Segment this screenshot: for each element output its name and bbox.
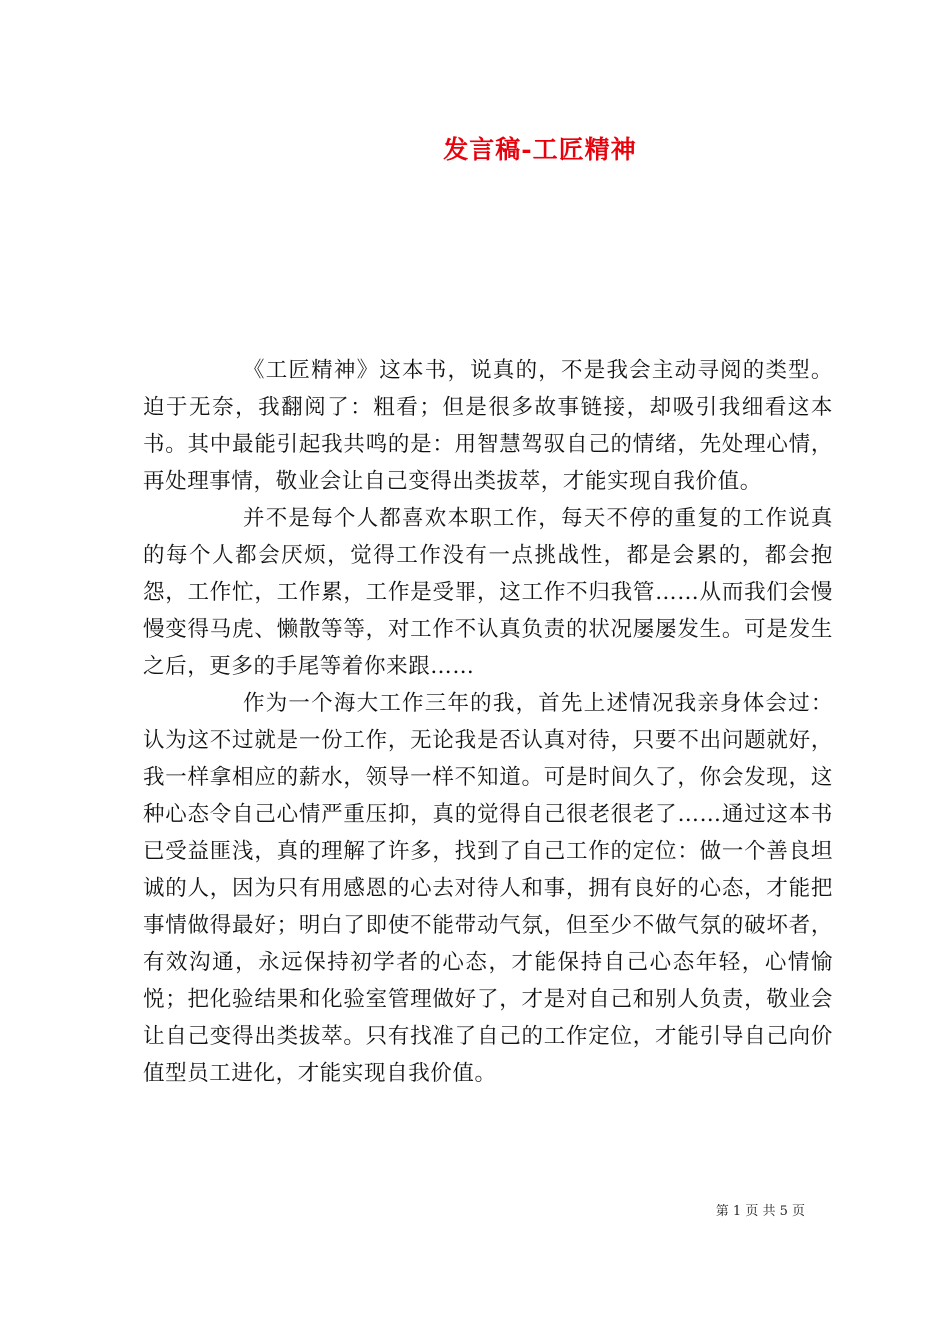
page-footer: 第 1 页 共 5 页 (715, 1204, 805, 1219)
document-body (143, 352, 833, 1092)
document-title: 发言稿-工匠精神 (443, 135, 637, 164)
paragraph-1: 《工匠精神》这本书，说真的，不是我会主动寻阅的类型。迫于无奈，我翻阅了：粗看；但是很多故事链接，却吸引我细看这本书。其中最能引起我共鸣的是：用智慧驾驭自己的情绪，先处理心情，再处理事情，敬业会让自己变得出类拔萃，才能实现自我价值。 (143, 358, 833, 494)
paragraph-2: 并不是每个人都喜欢本职工作，每天不停的重复的工作说真的每个人都会厌烦，觉得工作没有一点挑战性，都是会累的，都会抱怨，工作忙，工作累，工作是受罪，这工作不归我管……从而我们会慢慢变得马虎、懒散等等，对工作不认真负责的状况屡屡发生。可是发生之后，更多的手尾等着你来跟…… (143, 506, 833, 679)
paragraph-3: 作为一个海大工作三年的我，首先上述情况我亲身体会过：认为这不过就是一份工作，无论我是否认真对待，只要不出问题就好，我一样拿相应的薪水，领导一样不知道。可是时间久了，你会发现，这种心态令自己心情严重压抑，真的觉得自己很老很老了……通过这本书已受益匪浅，真的理解了许多，找到了自己工作的定位：做一个善良坦诚的人，因为只有用感恩的心去对待人和事，拥有良好的心态，才能把事情做得最好；明白了即使不能带动气氛，但至少不做气氛的破坏者，有效沟通，永远保持初学者的心态，才能保持自己心态年轻，心情愉悦；把化验结果和化验室管理做好了，才是对自己和别人负责，敬业会让自己变得出类拔萃。只有找准了自己的工作定位，才能引导自己向价值型员工进化，才能实现自我价值。 (143, 691, 833, 1086)
